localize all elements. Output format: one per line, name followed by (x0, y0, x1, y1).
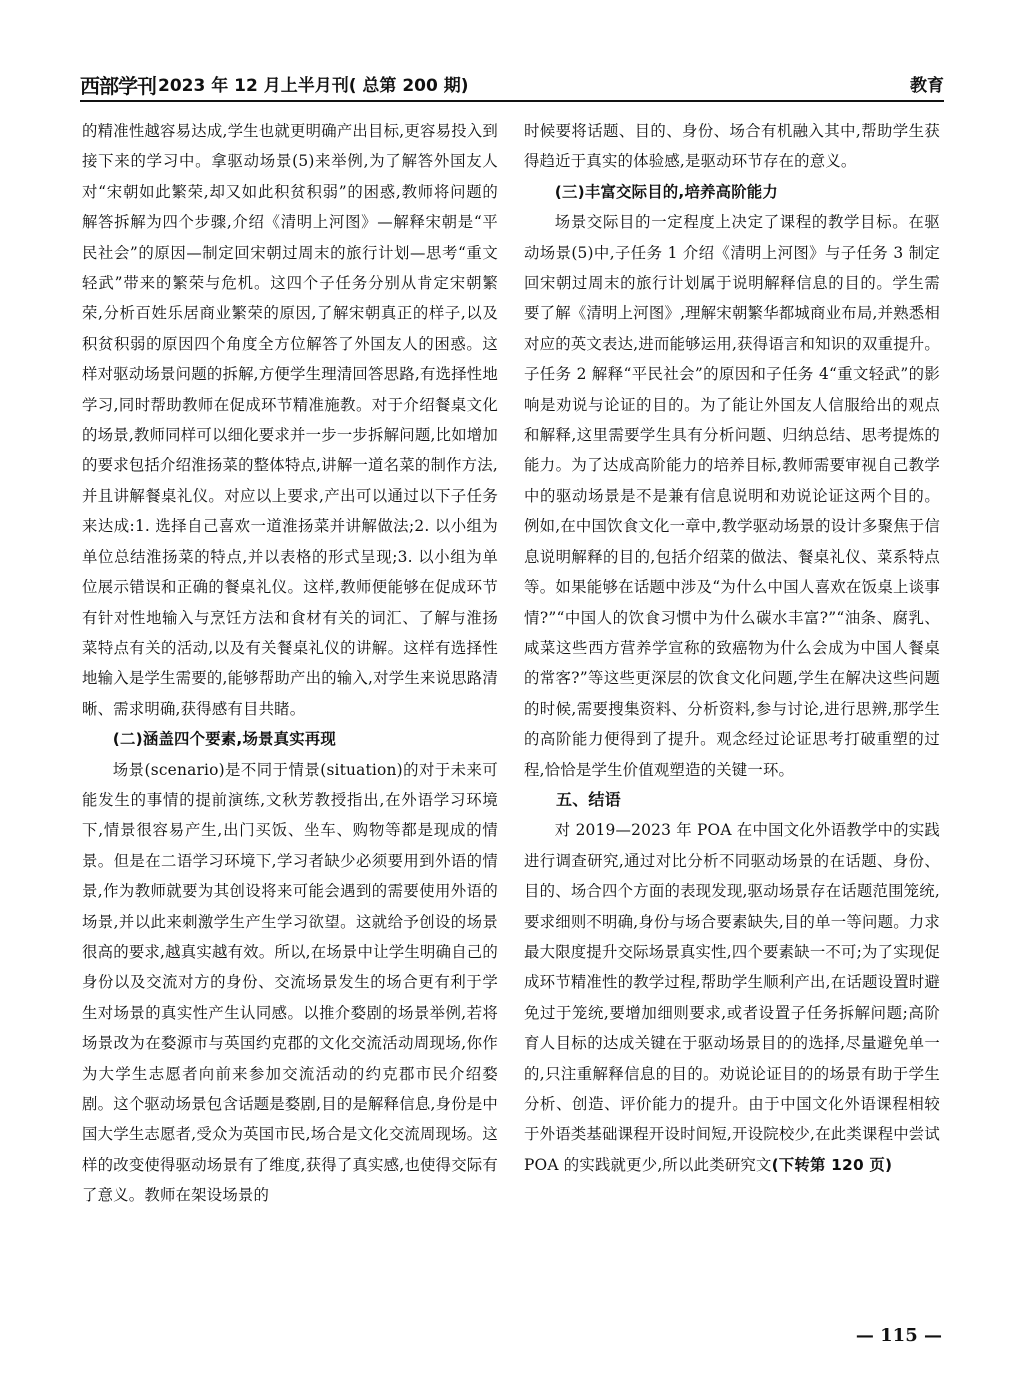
section-heading: (三)丰富交际目的,培养高阶能力 (554, 182, 778, 201)
running-header (80, 68, 944, 102)
paragraph: 场景交际目的一定程度上决定了课程的教学目标。在驱动场景(5)中,子任务 1 介绍《清明上河图》与子任务 3 制定回宋朝过周末的旅行计划属于说明解释信息的目的。学生需要了解《清明上河图》,理解宋朝繁华都城商业布局,并熟悉相对应的英文表达,进而能够运用,获得语言和知识的双重提升。子任务 2 解释“平民社会”的原因和子任务 4“重文轻武”的影响是劝说与论证的目的。为了能让外国友人信服给出的观点和解释,这里需要学生具有分析问题、归纳总结、思考提炼的能力。为了达成高阶能力的培养目标,教师需要审视自己教学中的驱动场景是不是兼有信息说明和劝说论证这两个目的。例如,在中国饮食文化一章中,教学驱动场景的设计多聚焦于信息说明解释的目的,包括介绍菜的做法、餐桌礼仪、菜系特点等。如果能够在话题中涉及“为什么中国人喜欢在饭桌上谈事情?”“中国人的饮食习惯中为什么碳水丰富?”“油条、腐乳、咸菜这些西方营养学宣称的致癌物为什么会成为中国人餐桌的常客?”等这些更深层的饮食文化问题,学生在解决这些问题的时候,需要搜集资料、分析资料,参与讨论,进行思辨,那学生的高阶能力便得到了提升。观念经过论证思考打破重塑的过程,恰恰是学生价值观塑造的关键一环。 (524, 213, 940, 779)
journal-logo: 西部学刊 (80, 74, 156, 98)
paragraph: 场景(scenario)是不同于情景(situation)的对于未来可能发生的事情的提前演练,文秋芳教授指出,在外语学习环境下,情景很容易产生,出门买饭、坐车、购物等都是现成的情景。但是在二语学习环境下,学习者缺少必须要用到外语的情景,作为教师就要为其创设将来可能会遇到的需要使用外语的场景,并以此来刺激学生产生学习欲望。这就给予创设的场景很高的要求,越真实越有效。所以,在场景中让学生明确自己的身份以及交流对方的身份、交流场景发生的场合更有利于学生对场景的真实性产生认同感。以推介婺剧的场景举例,若将场景改为在婺源市与英国约克郡的文化交流活动周现场,你作为大学生志愿者向前来参加交流活动的约克郡市民介绍婺剧。这个驱动场景包含话题是婺剧,目的是解释信息,身份是中国大学生志愿者,受众为英国市民,场合是文化交流周现场。这样的改变使得驱动场景有了维度,获得了真实感,也使得交际有了意义。教师在架设场景的 (82, 760, 498, 1205)
section-heading: (二)涵盖四个要素,场景真实再现 (112, 730, 336, 749)
paragraph: 时候要将话题、目的、身份、场合有机融入其中,帮助学生获得趋近于真实的体验感,是驱动环节存在的意义。 (524, 122, 940, 171)
section-name: 教育 (910, 76, 944, 96)
page-number: — 115 — (855, 1325, 942, 1346)
paragraph-text: 对 2019—2023 年 POA 在中国文化外语教学中的实践进行调查研究,通过对比分析不同驱动场景的在话题、身份、目的、场合四个方面的表现发现,驱动场景存在话题范围笼统,要求细则不明确,身份与场合要素缺失,目的单一等问题。力求最大限度提升交际场景真实性,四个要素缺一不可;为了实现促成环节精准性的教学过程,帮助学生顺利产出,在话题设置时避免过于笼统,要增加细则要求,或者设置子任务拆解问题;高阶育人目标的达成关键在于驱动场景目的的选择,尽量避免单一的,只注重解释信息的目的。劝说论证目的的场景有助于学生分析、创造、评价能力的提升。由于中国文化外语课程相较于外语类基础课程开设时间短,开设院校少,在此类课程中尝试 POA 的实践就更少,所以此类研究文 (524, 821, 940, 1174)
paragraph: 的精准性越容易达成,学生也就更明确产出目标,更容易投入到接下来的学习中。拿驱动场景(5)来举例,为了解答外国友人对“宋朝如此繁荣,却又如此积贫积弱”的困惑,教师将问题的解答拆解为四个步骤,介绍《清明上河图》—解释宋朝是“平民社会”的原因—制定回宋朝过周末的旅行计划—思考“重文轻武”带来的繁荣与危机。这四个子任务分别从肯定宋朝繁荣,分析百姓乐居商业繁荣的原因,了解宋朝真正的样子,以及积贫积弱的原因四个角度全方位解答了外国友人的困惑。这样对驱动场景问题的拆解,方便学生理清回答思路,有选择性地学习,同时帮助教师在促成环节精准施教。对于介绍餐桌文化的场景,教师同样可以细化要求并一步一步拆解问题,比如增加的要求包括介绍淮扬菜的整体特点,讲解一道名菜的制作方法,并且讲解餐桌礼仪。对应以上要求,产出可以通过以下子任务来达成:1. 选择自己喜欢一道淮扬菜并讲解做法;2. 以小组为单位总结淮扬菜的特点,并以表格的形式呈现;3. 以小组为单位展示错误和正确的餐桌礼仪。这样,教师便能够在促成环节有针对性地输入与烹饪方法和食材有关的词汇、了解与淮扬菜特点有关的活动,以及有关餐桌礼仪的讲解。这样有选择性地输入是学生需要的,能够帮助产出的输入,对学生来说思路清晰、需求明确,获得感有目共睹。 (82, 122, 498, 718)
right-column (524, 116, 940, 1180)
continued-note: (下转第 120 页) (771, 1155, 893, 1174)
left-column (82, 116, 498, 1211)
section-heading: 五、结语 (556, 789, 621, 809)
issue-info: 2023 年 12 月上半月刊( 总第 200 期) (158, 76, 469, 96)
paragraph (524, 815, 940, 1180)
